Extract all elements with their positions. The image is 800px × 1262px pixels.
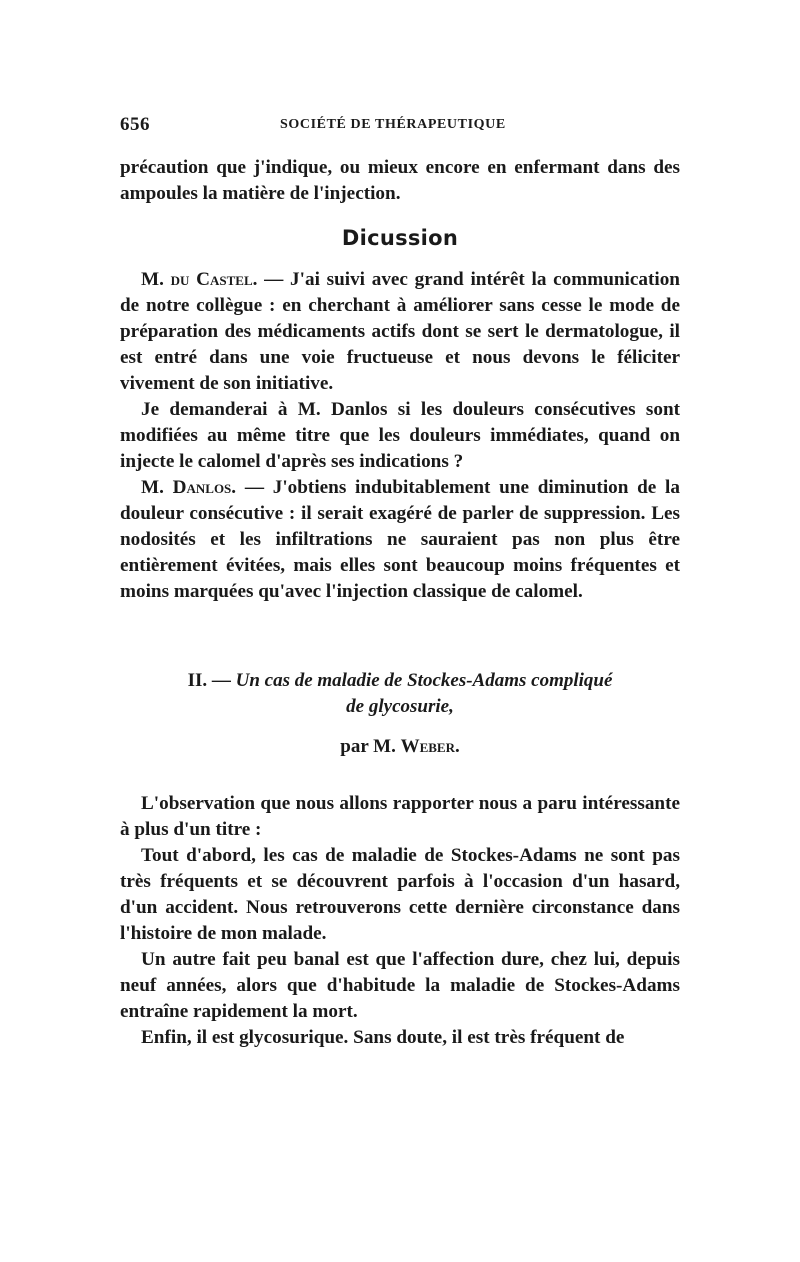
article-number: II. —	[187, 670, 236, 691]
discussion-heading: Dicussion	[341, 226, 459, 250]
body-paragraph-4: Enfin, il est glycosurique. Sans doute, il est très fréquent de	[141, 1027, 625, 1048]
body-paragraph-2: Tout d'abord, les cas de maladie de Stockes-Adams ne sont pas très fréquents et se découvrent parfois à l'occasion d'un hasard, d'un accident. Nous retrouverons cette dernière circonstance dans l'histoire de mon malade.	[120, 845, 680, 944]
article-byline	[120, 736, 680, 758]
speaker-name: du Castel.	[170, 269, 258, 290]
speech-text: — J'obtiens indubitablement une diminution de la douleur consécutive : il serait exagéré de parler de suppression. Les nodosités et les infiltrations ne sauraient pas non plus être entièrement évitées, mais elles sont beaucoup moins fréquentes et moins marquées qu'avec l'injection classique de calomel.	[120, 477, 680, 602]
page-number: 656	[120, 114, 150, 135]
speaker-prefix: M.	[141, 477, 173, 498]
running-head: SOCIÉTÉ DE THÉRAPEUTIQUE	[280, 117, 506, 132]
speaker-prefix: M.	[141, 269, 171, 290]
page-header	[120, 114, 680, 138]
article-title-text-1: Un cas de maladie de Stockes-Adams compliqué	[235, 670, 613, 691]
article-title	[120, 668, 680, 720]
speech-text: — J'ai suivi avec grand intérêt la communication de notre collègue : en cherchant à améliorer sans cesse le mode de préparation des médicaments actifs dont se sert le dermatologue, il est entré dans une voie fructueuse et nous devons le féliciter vivement de son initiative.	[120, 269, 680, 394]
article-title-line-2: de glycosurie,	[346, 696, 454, 717]
body-paragraph-1: L'observation que nous allons rapporter nous a paru intéressante à plus d'un titre :	[120, 793, 680, 840]
author-name: Weber.	[400, 736, 460, 757]
continued-paragraph: précaution que j'indique, ou mieux encore en enfermant dans des ampoules la matière de l'injection.	[120, 157, 680, 204]
discussion-paragraph-2: Je demanderai à M. Danlos si les douleurs consécutives sont modifiées au même titre que les douleurs immédiates, quand on injecte le calomel d'après ses indications ?	[120, 399, 680, 472]
discussion-paragraph-1	[120, 267, 680, 397]
article-body	[120, 791, 680, 1051]
body-paragraph-3: Un autre fait peu banal est que l'affection dure, chez lui, depuis neuf années, alors que d'habitude la maladie de Stockes-Adams entraîne rapidement la mort.	[120, 949, 680, 1022]
article-title-line-1	[120, 668, 680, 694]
speaker-name: Danlos.	[172, 477, 237, 498]
discussion-paragraph-3	[120, 475, 680, 605]
top-paragraph-block	[120, 155, 680, 207]
discussion-block	[120, 267, 680, 605]
byline-prefix: par M.	[340, 736, 401, 757]
